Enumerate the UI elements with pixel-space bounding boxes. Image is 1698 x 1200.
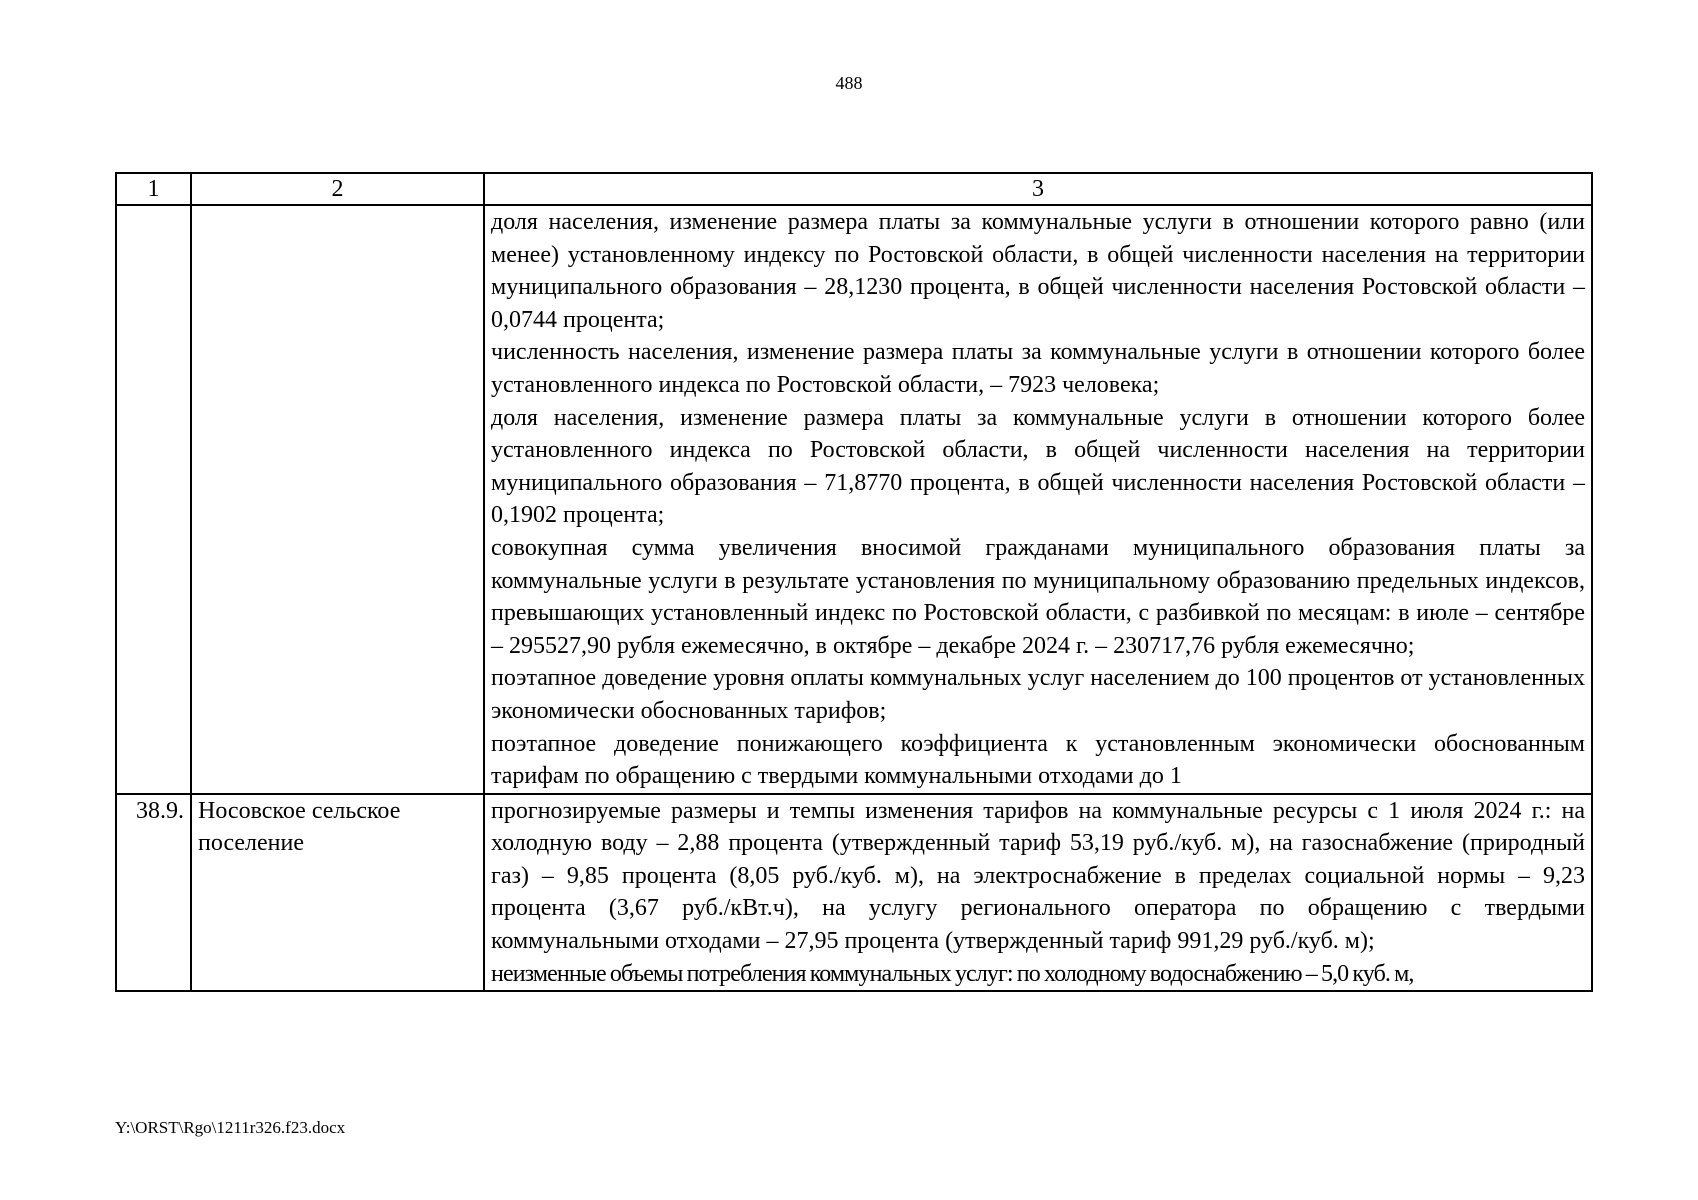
indicator-paragraph: численность населения, изменение размера платы за коммунальные услуги в отношении которого более установленного индекса по Ростовской области, – 7923 человека; [491,339,1585,398]
indicator-paragraph: поэтапное доведение уровня оплаты коммунальных услуг населением до 100 процентов от установленных экономически обоснованных тарифов; [491,665,1585,724]
table-header-row [116,173,1592,205]
indicator-paragraph: доля населения, изменение размера платы за коммунальные услуги в отношении которого более установленного индекса по Ростовской области, в общей численности населения на территории муниципального образования – 71,8770 процента, в общей численности населения Ростовской области – 0,1902 процента; [491,404,1585,529]
header-column-1: 1 [116,173,191,205]
document-table [115,172,1593,992]
header-column-3: 3 [484,173,1592,205]
file-path-footer: Y:\ORST\Rgo\1211r326.f23.docx [115,1118,346,1137]
header-column-2: 2 [191,173,484,205]
indicator-paragraph: доля населения, изменение размера платы за коммунальные услуги в отношении которого равно (или менее) установленному индексу по Ростовской области, в общей численности населения на территории муниципального образования – 28,1230 процента, в общей численности населения Ростовской области – 0,0744 процента; [491,209,1585,333]
row-number-cell [116,205,191,794]
indicator-paragraph: прогнозируемые размеры и темпы изменения тарифов на коммунальные ресурсы с 1 июля 2024 г.: на холодную воду – 2,88 процента (утвержденный тариф 53,19 руб./куб. м), на газоснабжение (природный газ) – 9,85 процента (8,05 руб./куб. м), на электроснабжение в пределах социальной нормы – 9,23 процента (3,67 руб./кВт.ч), на услугу регионального оператора по обращению с твердыми коммунальными отходами – 27,95 процента (утвержденный тариф 991,29 руб./куб. м); [491,797,1585,955]
page-number: 488 [835,73,863,93]
indicator-paragraph: поэтапное доведение понижающего коэффициента к установленным экономически обоснованным тарифам по обращению с твердыми коммунальными отходами до 1 [491,730,1585,790]
row-number-cell: 38.9. [116,794,191,992]
table-row [116,205,1592,794]
indicator-paragraph: неизменные объемы потребления коммунальных услуг: по холодному водоснабжению – 5,0 куб. м, [491,960,1414,987]
indicators-cell [484,794,1592,992]
municipality-name-cell: Носовское сельское поселение [191,794,484,992]
indicators-cell [484,205,1592,794]
indicator-paragraph: совокупная сумма увеличения вносимой гражданами муниципального образования платы за коммунальные услуги в результате установления по муниципальному образованию предельных индексов, превышающих установленный индекс по Ростовской области, с разбивкой по месяцам: в июле – сентябре – 295527,90 рубля ежемесячно, в октябре – декабре 2024 г. – 230717,76 рубля ежемесячно; [491,534,1585,659]
table-row [116,794,1592,992]
municipality-name-cell [191,205,484,794]
